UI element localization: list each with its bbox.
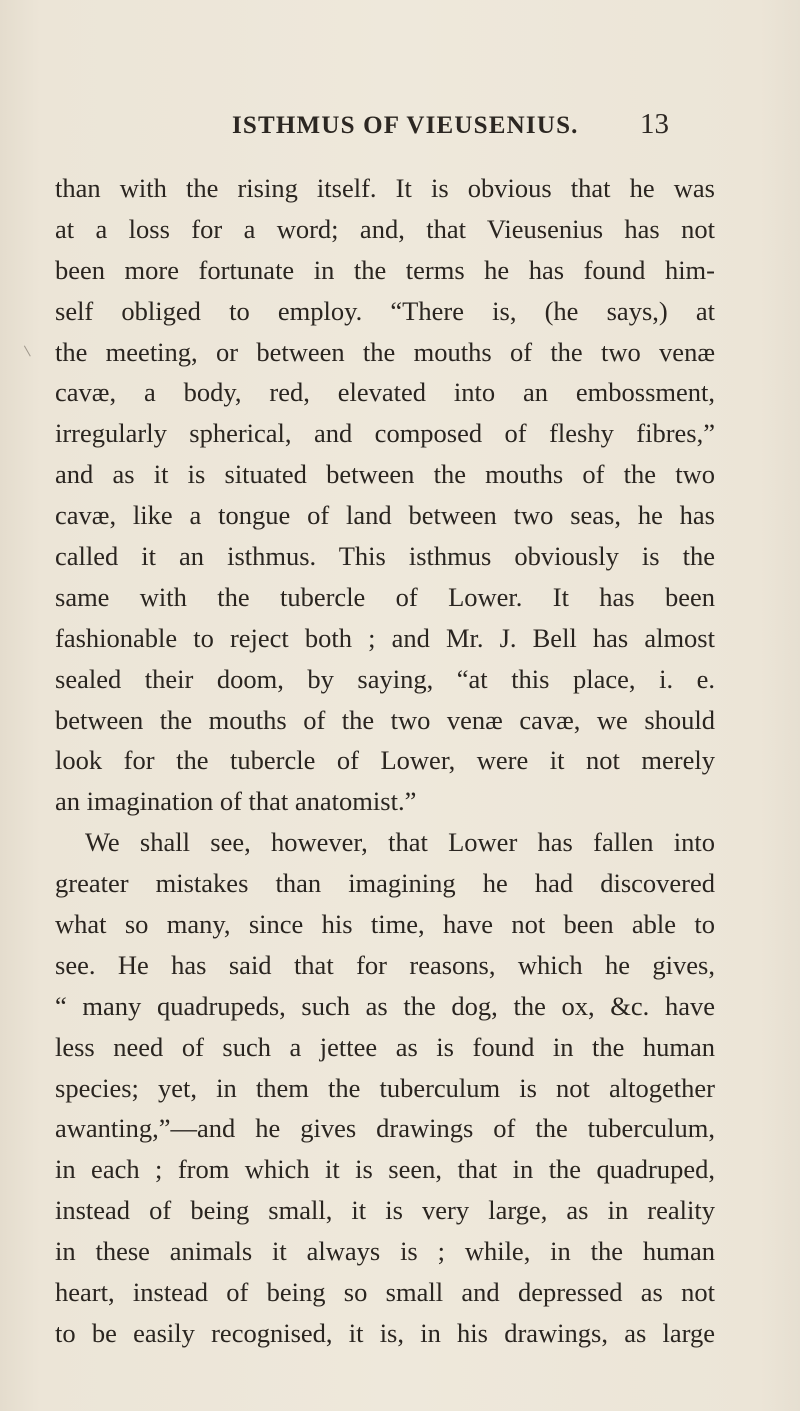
paragraph-start-line: We shall see, however, that Lower has fallen into [85,827,715,858]
text-line: self obliged to employ. “There is, (he says,) at [55,295,715,326]
text-line: see. He has said that for reasons, which he gives, [55,949,715,980]
body-text [55,168,715,1354]
text-line: greater mistakes than imagining he had discovered [55,868,715,899]
text-line: what so many, since his time, have not been able to [55,909,715,940]
text-line: between the mouths of the two venæ cavæ, we should [55,704,715,735]
text-line: at a loss for a word; and, that Vieusenius has not [55,213,715,244]
text-line: cavæ, a body, red, elevated into an embossment, [55,377,715,408]
text-line: been more fortunate in the terms he has found him- [55,254,715,285]
page-number: 13 [640,108,669,140]
page-header [0,108,800,148]
text-line: cavæ, like a tongue of land between two seas, he has [55,500,715,531]
running-title: ISTHMUS OF VIEUSENIUS. [232,112,579,139]
text-line: less need of such a jettee as is found in the human [55,1031,715,1062]
margin-mark [24,340,41,357]
text-line: sealed their doom, by saying, “at this place, i. e. [55,663,715,694]
text-line: an imagination of that anatomist.” [55,786,417,817]
text-line: in each ; from which it is seen, that in the quadruped, [55,1154,715,1185]
text-line: instead of being small, it is very large, as in reality [55,1195,715,1226]
text-line: species; yet, in them the tuberculum is not altogether [55,1072,715,1103]
text-line: than with the rising itself. It is obvious that he was [55,173,715,203]
text-line: to be easily recognised, it is, in his drawings, as large [55,1317,715,1348]
text-line: heart, instead of being so small and depressed as not [55,1277,715,1308]
text-line: same with the tubercle of Lower. It has been [55,581,715,612]
text-line: look for the tubercle of Lower, were it not merely [55,745,715,776]
text-line: fashionable to reject both ; and Mr. J. Bell has almost [55,622,715,653]
text-line: in these animals it always is ; while, in the human [55,1236,715,1267]
text-line: the meeting, or between the mouths of the two venæ [55,336,715,367]
text-line: “ many quadrupeds, such as the dog, the ox, &c. have [55,990,715,1021]
text-line: and as it is situated between the mouths of the two [55,459,715,490]
text-line: irregularly spherical, and composed of fleshy fibres,” [55,418,715,449]
text-line: awanting,”—and he gives drawings of the tuberculum, [55,1113,715,1144]
text-line: called it an isthmus. This isthmus obviously is the [55,541,715,572]
